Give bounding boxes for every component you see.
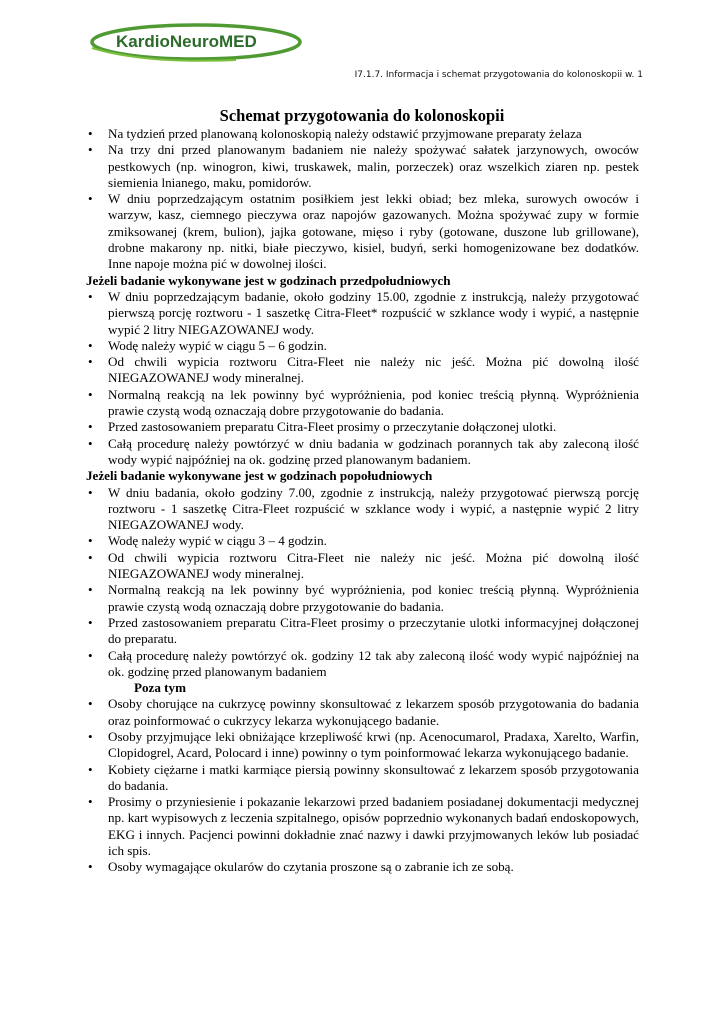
section-heading-afternoon: Jeżeli badanie wykonywane jest w godzinach popołudniowych <box>86 468 433 484</box>
list-item: • Osoby chorujące na cukrzycę powinny skonsultować z lekarzem sposób przygotowania do badania oraz poinformować o cukrzycy lekarza wykonującego badanie. <box>86 696 639 729</box>
list-item: • Normalną reakcją na lek powinny być wypróżnienia, pod koniec treścią płynną. Wypróżnienia prawie czystą wodą oznaczają dobre przygotowanie do badania. <box>86 387 639 420</box>
list-item: • W dniu badania, około godziny 7.00, zgodnie z instrukcją, należy przygotować pierwszą porcję roztworu - 1 saszetkę Citra-Fleet rozpuścić w szklance wody i wypić, a następnie wypić 2 litry NIEGAZOWANEJ wody. <box>86 485 639 534</box>
list-item: • Osoby wymagające okularów do czytania proszone są o zabranie ich ze sobą. <box>86 859 639 875</box>
section-heading-morning: Jeżeli badanie wykonywane jest w godzinach przedpołudniowych <box>86 272 451 288</box>
list-item: • Prosimy o przyniesienie i pokazanie lekarzowi przed badaniem posiadanej dokumentacji medycznej np. kart wypisowych z leczenia szpitalnego, opisów poprzednio wykonanych badań endoskopowych, EKG i innych. Pacjenci powinni dokładnie znać nazwy i dawki przyjmowanych leków lub posiadać ich spis. <box>86 794 639 859</box>
list-item: • Od chwili wypicia roztworu Citra-Fleet nie należy nic jeść. Można pić dowolną ilość NIEGAZOWANEJ wody mineralnej. <box>86 354 639 387</box>
list-item: • Całą procedurę należy powtórzyć w dniu badania w godzinach porannych tak aby zaleconą ilość wody wypić najpóźniej na ok. godzinę przed planowanym badaniem. <box>86 436 639 469</box>
list-item: • Kobiety ciężarne i matki karmiące piersią powinny skonsultować z lekarzem sposób przygotowania do badania. <box>86 762 639 795</box>
list-item: • Wodę należy wypić w ciągu 5 – 6 godzin. <box>86 338 639 354</box>
afternoon-instructions-list <box>86 485 639 681</box>
list-item: • Całą procedurę należy powtórzyć ok. godziny 12 tak aby zaleconą ilość wody wypić najpóźniej na ok. godzinę przed planowanym badaniem <box>86 648 639 681</box>
list-item: • Przed zastosowaniem preparatu Citra-Fleet prosimy o przeczytanie ulotki informacyjnej dołączonej do preparatu. <box>86 615 639 648</box>
document-reference: I7.1.7. Informacja i schemat przygotowania do kolonoskopii w. 1 <box>354 70 643 80</box>
section-heading-other: Poza tym <box>134 680 186 696</box>
list-item: • Na trzy dni przed planowanym badaniem nie należy spożywać sałatek jarzynowych, owoców pestkowych (np. winogron, kiwi, truskawek, malin, porzeczek) oraz wszelkich ziaren np. pestek siemienia lnianego, maku, pomidorów. <box>86 142 639 191</box>
list-item: • Osoby przyjmujące leki obniżające krzepliwość krwi (np. Acenocumarol, Pradaxa, Xarelto, Warfin, Clopidogrel, Acard, Polocard i inne) powinny o tym poinformować lekarza wykonującego badanie. <box>86 729 639 762</box>
general-instructions-list <box>86 126 639 273</box>
list-item: • Na tydzień przed planowaną kolonoskopią należy odstawić przyjmowane preparaty żelaza <box>86 126 639 142</box>
list-item: • Wodę należy wypić w ciągu 3 – 4 godzin. <box>86 533 639 549</box>
logo-text: KardioNeuroMED <box>116 32 257 51</box>
company-logo <box>86 18 326 68</box>
list-item: • Przed zastosowaniem preparatu Citra-Fleet prosimy o przeczytanie dołączonej ulotki. <box>86 419 639 435</box>
list-item: • W dniu poprzedzającym badanie, około godziny 15.00, zgodnie z instrukcją, należy przygotować pierwszą porcję roztworu - 1 saszetkę Citra-Fleet* rozpuścić w szklance wody i wypić, a następnie wypić 2 litry NIEGAZOWANEJ wody. <box>86 289 639 338</box>
logo-graphic <box>86 18 326 68</box>
list-item: • W dniu poprzedzającym ostatnim posiłkiem jest lekki obiad; bez mleka, surowych owoców i warzyw, kasz, ciemnego pieczywa oraz napojów gazowanych. Można spożywać zupy w formie zmiksowanej (krem, bulion), jajka gotowane, mięso i ryby (gotowane, duszone lub grillowane), drobne makarony np. nitki, białe pieczywo, kisiel, budyń, serki homogenizowane bez dodatków. Inne napoje można pić w dowolnej ilości. <box>86 191 639 272</box>
document-body <box>86 126 639 876</box>
other-instructions-list <box>86 696 639 875</box>
page-title: Schemat przygotowania do kolonoskopii <box>219 106 505 125</box>
list-item: • Od chwili wypicia roztworu Citra-Fleet nie należy nic jeść. Można pić dowolną ilość NIEGAZOWANEJ wody mineralnej. <box>86 550 639 583</box>
list-item: • Normalną reakcją na lek powinny być wypróżnienia, pod koniec treścią płynną. Wypróżnienia prawie czystą wodą oznaczają dobre przygotowanie do badania. <box>86 582 639 615</box>
morning-instructions-list <box>86 289 639 468</box>
